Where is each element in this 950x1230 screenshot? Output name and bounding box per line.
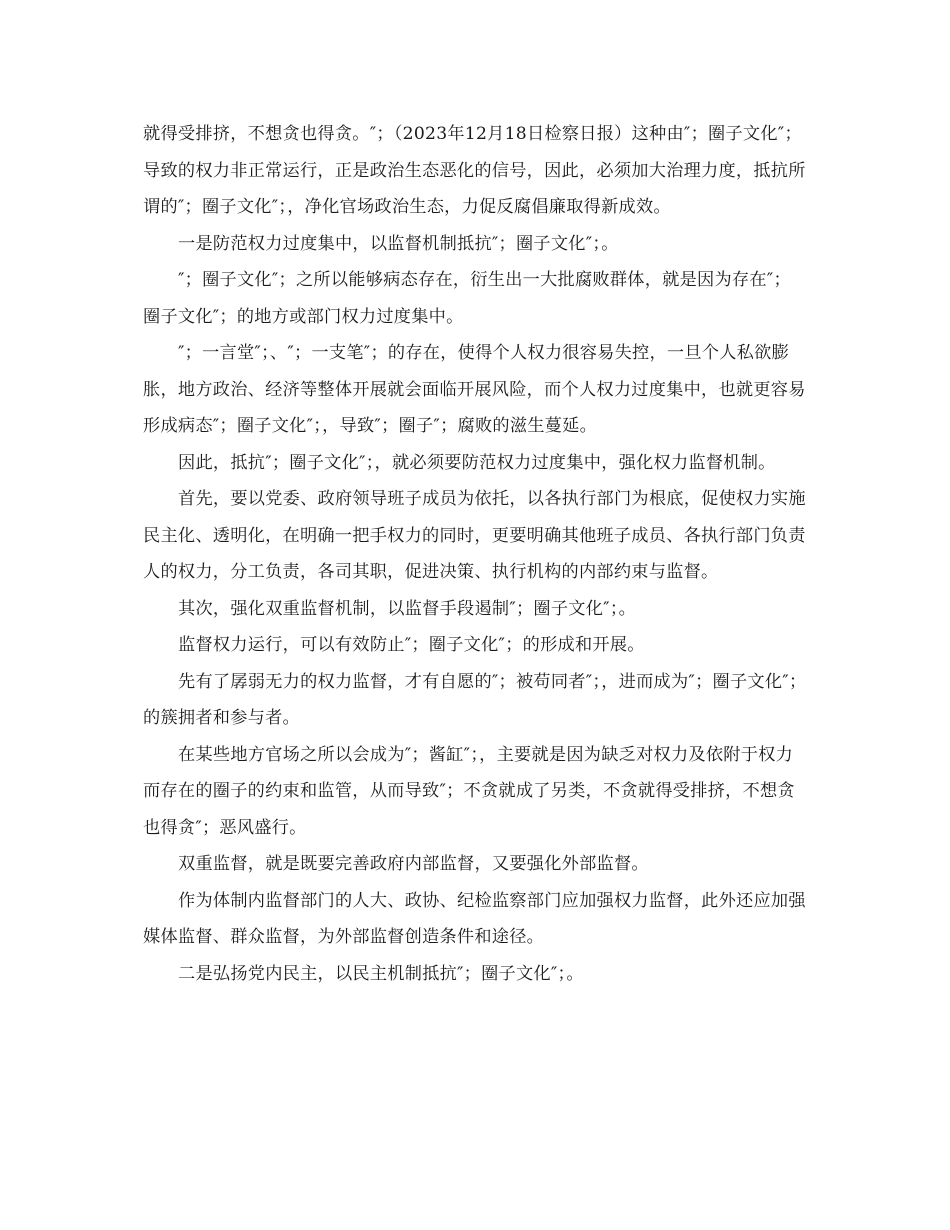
paragraph: 二是弘扬党内民主，以民主机制抵抗″；圈子文化″；。 — [178, 963, 584, 984]
paragraph: 因此，抵抗″；圈子文化″；，就必须要防范权力过度集中，强化权力监督机制。 — [178, 452, 776, 473]
paragraph: ″；圈子文化″；之所以能够病态存在，衍生出一大批腐败群体，就是因为存在″；圈子文化″；的地方或部门权力过度集中。 — [143, 270, 791, 327]
paragraph: 作为体制内监督部门的人大、政协、纪检监察部门应加强权力监督，此外还应加强媒体监督、群众监督，为外部监督创造条件和途径。 — [143, 890, 806, 947]
paragraph: 在某些地方官场之所以会成为″；酱缸″；，主要就是因为缺乏对权力及依附于权力而存在的圈子的约束和监管，从而导致″；不贪就成了另类，不贪就得受排挤，不想贪也得贪″；恶风盛行。 — [143, 744, 795, 838]
paragraph: 双重监督，就是既要完善政府内部监督，又要强化外部监督。 — [178, 854, 649, 874]
paragraph: 首先，要以党委、政府领导班子成员为依托，以各执行部门为根底，促使权力实施民主化、透明化，在明确一把手权力的同时，更要明确其他班子成员、各执行部门负责人的权力，分工负责，各司其职，促进决策、执行机构的内部约束与监督。 — [143, 489, 806, 582]
paragraph: ″；一言堂″；、″；一支笔″；的存在，使得个人权力很容易失控，一旦个人私欲膨胀，地方政治、经济等整体开展就会面临开展风险，而个人权力过度集中，也就更容易形成病态″；圈子文化″；，导致″；圈子″；腐败的滋生蔓延。 — [143, 343, 806, 436]
paragraph: 先有了孱弱无力的权力监督，才有自愿的″；被苟同者″；，进而成为″；圈子文化″；的簇拥者和参与者。 — [143, 671, 807, 728]
paragraph: 一是防范权力过度集中，以监督机制抵抗″；圈子文化″；。 — [178, 233, 619, 254]
document-body — [143, 116, 807, 992]
paragraph: 就得受排挤，不想贪也得贪。″；（2023年12月18日检察日报）这种由″；圈子文化″；导致的权力非正常运行，正是政治生态恶化的信号，因此，必须加大治理力度，抵抗所谓的″；圈子文化″；，净化官场政治生态，力促反腐倡廉取得新成效。 — [143, 124, 806, 217]
paragraph: 监督权力运行，可以有效防止″；圈子文化″；的形成和开展。 — [178, 635, 645, 655]
paragraph: 其次，强化双重监督机制，以监督手段遏制″；圈子文化″；。 — [178, 598, 637, 619]
